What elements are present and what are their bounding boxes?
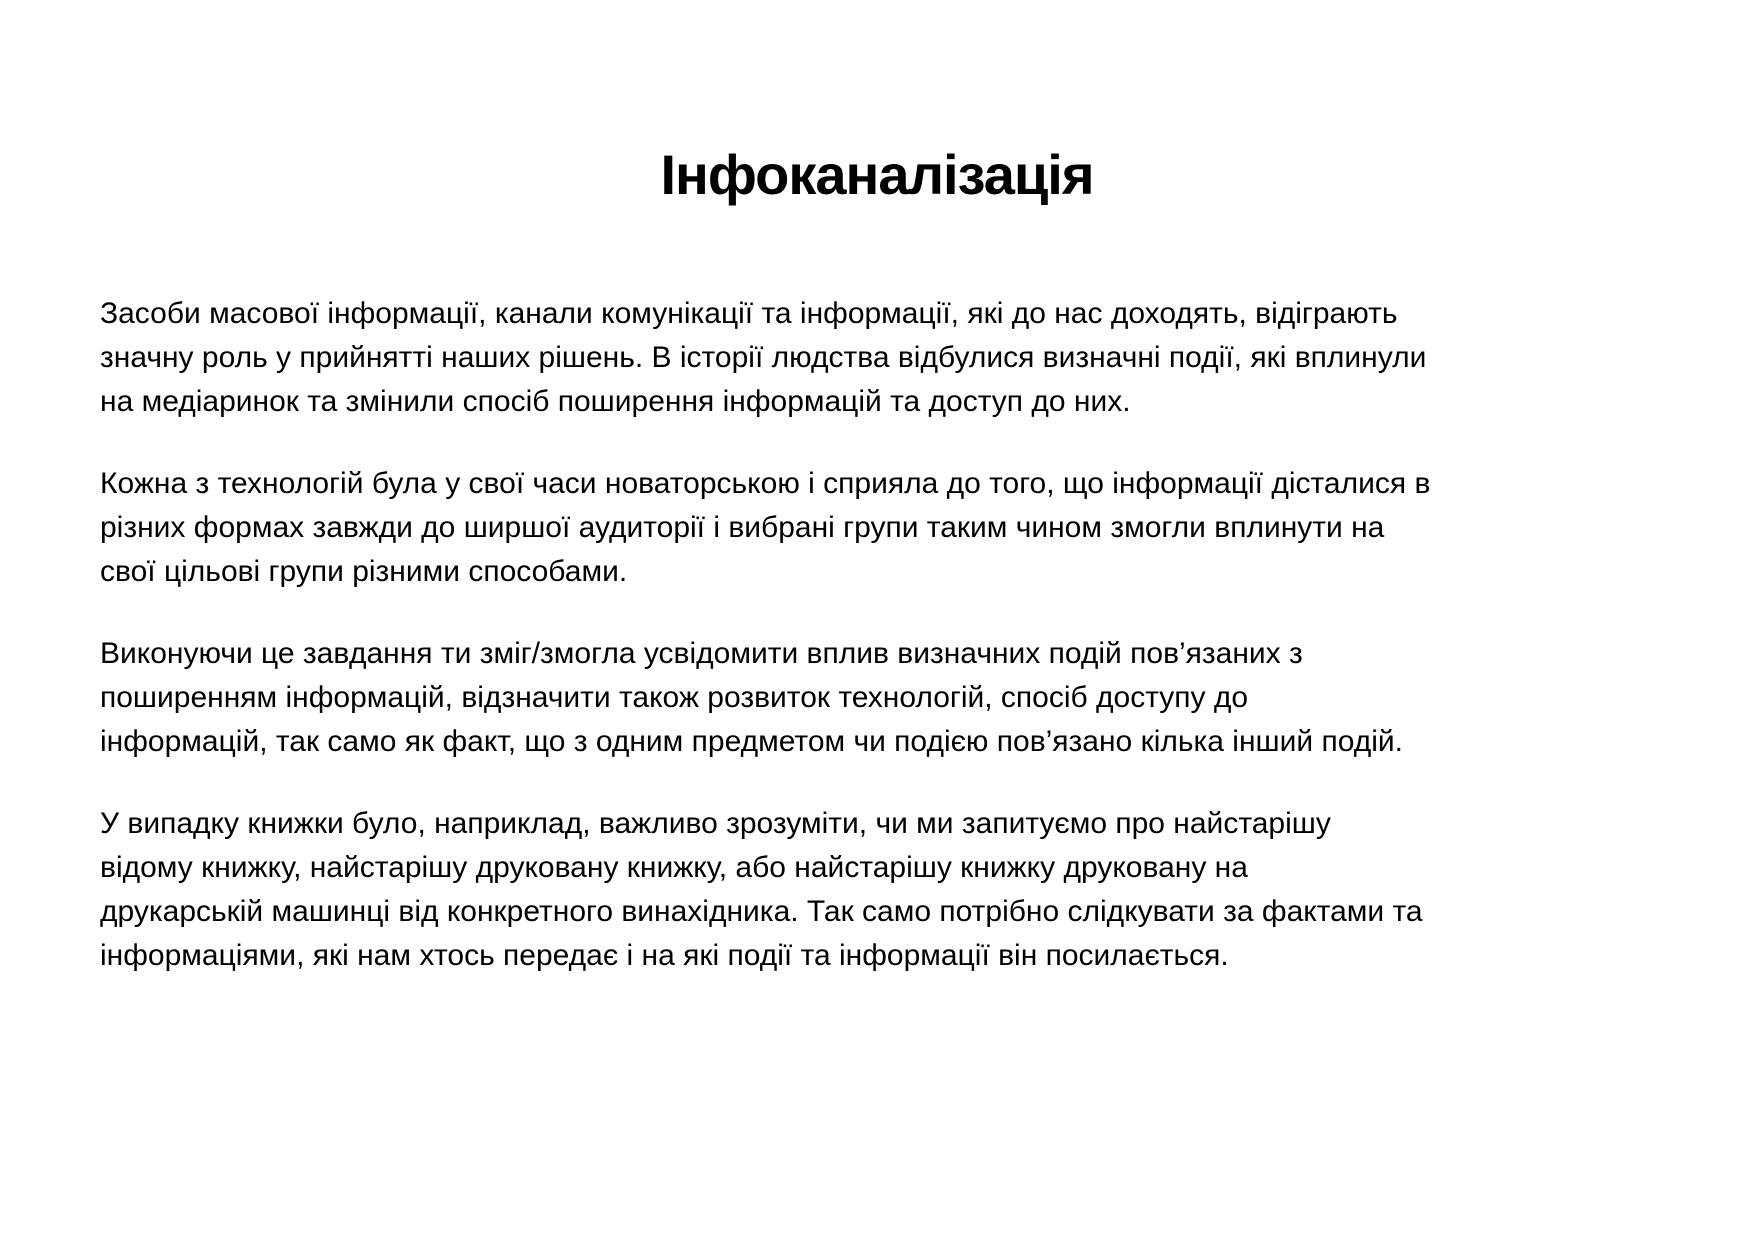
paragraph-line: різних формах завжди до ширшої аудиторії і вибрані групи таким чином змогли вплинути на (100, 511, 1385, 544)
document-body (100, 292, 1460, 1016)
page-title: Інфоканалізація (660, 143, 1094, 206)
paragraph-line: Кожна з технологій була у свої часи новаторською і сприяла до того, що інформації дісталися в (100, 467, 1431, 500)
paragraph-line: інформацій, так само як факт, що з одним предметом чи подією пов’язано кілька інший подій. (100, 725, 1403, 758)
paragraph-line: значну роль у прийнятті наших рішень. В історії людства відбулися визначні події, які вплинули (100, 341, 1427, 374)
paragraph-line: друкарській машинці від конкретного винахідника. Так само потрібно слідкувати за фактами та (100, 895, 1423, 928)
paragraph-line: поширенням інформацій, відзначити також розвиток технологій, спосіб доступу до (100, 681, 1249, 714)
paragraph-line: У випадку книжки було, наприклад, важливо зрозуміти, чи ми запитуємо про найстарішу (100, 807, 1331, 840)
paragraph (100, 802, 1460, 978)
paragraph (100, 292, 1460, 424)
paragraph-line: на медіаринок та змінили спосіб поширення інформацій та доступ до них. (100, 385, 1131, 418)
paragraph (100, 462, 1460, 594)
paragraph-line: Засоби масової інформації, канали комунікації та інформації, які до нас доходять, відіграють (100, 297, 1398, 330)
paragraph-line: інформаціями, які нам хтось передає і на які події та інформації він посилається. (100, 939, 1229, 972)
paragraph-line: відому книжку, найстарішу друковану книжку, або найстарішу книжку друковану на (100, 851, 1248, 884)
paragraph (100, 632, 1460, 764)
paragraph-line: свої цільові групи різними способами. (100, 555, 628, 588)
paragraph-line: Виконуючи це завдання ти зміг/змогла усвідомити вплив визначних подій пов’язаних з (100, 637, 1303, 670)
